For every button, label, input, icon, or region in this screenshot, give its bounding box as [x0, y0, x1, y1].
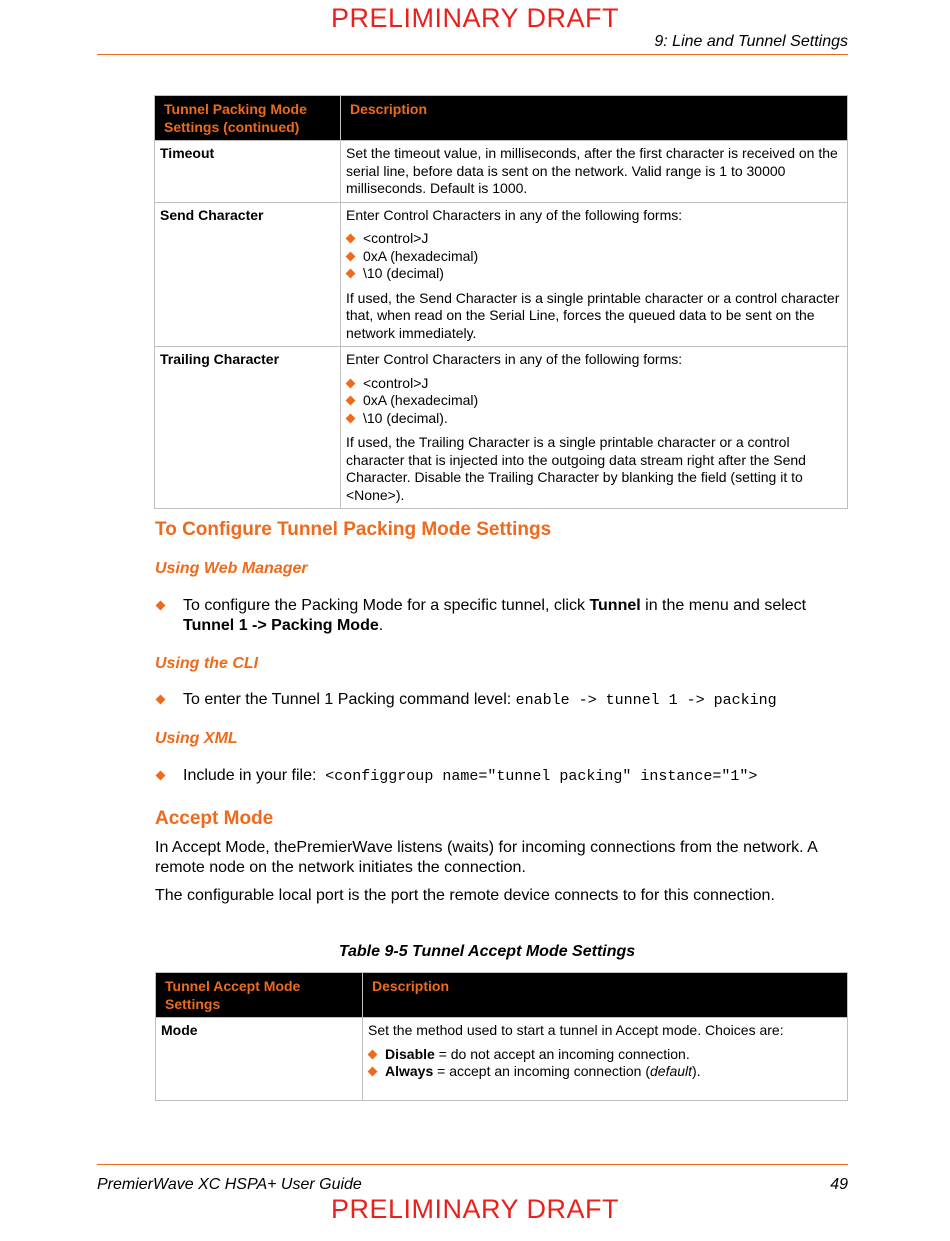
format-list — [346, 230, 842, 283]
diamond-bullet-icon — [346, 378, 356, 388]
web-manager-heading: Using Web Manager — [155, 560, 308, 577]
column-header-description: Description — [341, 96, 848, 141]
setting-name: Send Character — [155, 202, 341, 347]
menu-name: Tunnel — [589, 597, 641, 614]
diamond-bullet-icon — [156, 695, 166, 705]
preliminary-draft-watermark-bottom: PRELIMINARY DRAFT — [330, 1194, 620, 1224]
setting-name: Timeout — [155, 141, 341, 203]
table-header-row — [156, 973, 848, 1018]
diamond-bullet-icon — [156, 771, 166, 781]
column-header-description: Description — [363, 973, 848, 1018]
tunnel-packing-mode-table — [154, 95, 848, 509]
table-row-trailing-character — [155, 347, 848, 509]
cli-command: enable -> tunnel 1 -> packing — [515, 692, 777, 709]
page-number: 49 — [830, 1176, 848, 1193]
footer-divider — [97, 1164, 848, 1165]
choices-list — [368, 1046, 842, 1081]
diamond-bullet-icon — [368, 1067, 378, 1077]
chapter-title: 9: Line and Tunnel Settings — [654, 33, 848, 50]
table-row-send-character — [155, 202, 848, 347]
header-divider — [97, 54, 848, 55]
web-manager-instruction: To configure the Packing Mode for a specific tunnel, click Tunnel in the menu and select Tunnel 1 -> Packing Mode. — [155, 596, 845, 636]
list-item: \10 (decimal) — [346, 265, 842, 283]
diamond-bullet-icon — [156, 601, 166, 611]
diamond-bullet-icon — [346, 234, 356, 244]
column-header-setting: Tunnel Accept Mode Settings — [156, 973, 363, 1018]
list-item: <control>J — [346, 230, 842, 248]
format-list — [346, 375, 842, 428]
accept-mode-paragraph: In Accept Mode, thePremierWave listens (waits) for incoming connections from the network. A remote node on the network initiates the connection. — [155, 839, 817, 876]
diamond-bullet-icon — [368, 1049, 378, 1059]
description-text: Set the timeout value, in milliseconds, after the first character is received on the serial line, before data is sent on the network. Valid range is 1 to 30000 milliseconds. Default is 1000. — [346, 145, 838, 196]
list-item: Disable = do not accept an incoming connection. — [368, 1046, 842, 1064]
table-row-timeout — [155, 141, 848, 203]
list-item: 0xA (hexadecimal) — [346, 248, 842, 266]
diamond-bullet-icon — [346, 396, 356, 406]
accept-mode-heading: Accept Mode — [155, 808, 274, 829]
setting-name: Mode — [156, 1018, 363, 1101]
description-text: Set the method used to start a tunnel in Accept mode. Choices are: — [368, 1022, 784, 1038]
setting-description — [341, 202, 848, 347]
xml-heading: Using XML — [155, 730, 238, 747]
menu-path: Tunnel 1 -> Packing Mode — [183, 617, 379, 634]
description-text: If used, the Trailing Character is a single printable character or a control character that is injected into the outgoing data stream right after the Send Character. Disable the Trailing Character by blanking the field (setting it to <None>). — [346, 434, 806, 503]
local-port-paragraph: The configurable local port is the port the remote device connects to for this connection. — [155, 887, 775, 904]
cli-instruction: To enter the Tunnel 1 Packing command level: enable -> tunnel 1 -> packing — [155, 690, 845, 710]
table-caption: Table 9-5 Tunnel Accept Mode Settings — [338, 943, 636, 960]
configure-heading: To Configure Tunnel Packing Mode Settings — [155, 519, 552, 540]
setting-description — [341, 347, 848, 509]
list-item: 0xA (hexadecimal) — [346, 392, 842, 410]
cli-heading: Using the CLI — [155, 655, 259, 672]
xml-instruction: Include in your file: <configgroup name="tunnel packing" instance="1"> — [155, 766, 845, 786]
column-header-setting: Tunnel Packing Mode Settings (continued) — [155, 96, 341, 141]
list-item: Always = accept an incoming connection (default). — [368, 1063, 842, 1081]
guide-title: PremierWave XC HSPA+ User Guide — [97, 1176, 362, 1193]
diamond-bullet-icon — [346, 251, 356, 261]
diamond-bullet-icon — [346, 269, 356, 279]
table-row-mode — [156, 1018, 848, 1101]
xml-code: <configgroup name="tunnel packing" instance="1"> — [325, 768, 758, 785]
description-text: Enter Control Characters in any of the following forms: — [346, 206, 683, 223]
description-text: Enter Control Characters in any of the following forms: — [346, 351, 683, 367]
description-text: If used, the Send Character is a single printable character or a control character that, when read on the Serial Line, forces the queued data to be sent on the network immediately. — [346, 289, 840, 341]
tunnel-accept-mode-table — [155, 972, 848, 1101]
list-item: <control>J — [346, 375, 842, 393]
setting-description — [363, 1018, 848, 1101]
list-item: \10 (decimal). — [346, 410, 842, 428]
preliminary-draft-watermark-top: PRELIMINARY DRAFT — [330, 3, 620, 33]
setting-description — [341, 141, 848, 203]
table-header-row — [155, 96, 848, 141]
diamond-bullet-icon — [346, 413, 356, 423]
setting-name: Trailing Character — [155, 347, 341, 509]
